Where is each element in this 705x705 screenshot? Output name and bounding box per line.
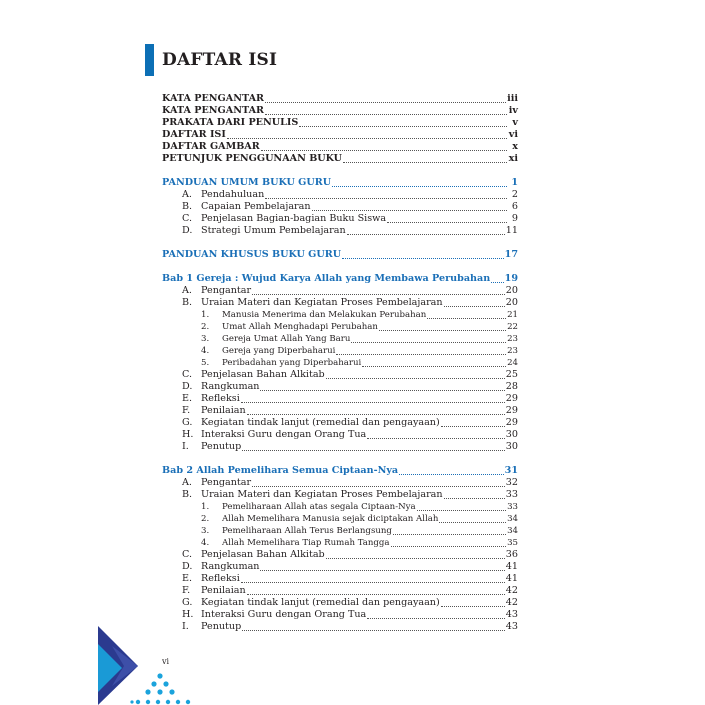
toc-entry-label: Gereja yang Diperbaharui [222,346,336,356]
dot-leader [332,179,507,187]
toc-entry-number: G. [182,597,193,608]
toc-entry[interactable] [162,297,518,309]
toc-spacer [162,165,518,177]
dot-leader [387,215,507,223]
toc-entry-number: E. [182,393,193,404]
toc-entry-number: 2. [201,322,210,332]
toc-spacer [162,261,518,273]
toc-page-number: 1 [511,177,518,188]
toc-entry[interactable] [162,369,518,381]
page-number: vi [162,657,170,666]
dot-leader [241,395,505,403]
toc-entry-label: KATA PENGANTAR [162,105,264,116]
toc-page-number: 23 [507,346,518,356]
toc-entry-front[interactable] [162,117,518,129]
dot-leader [342,251,504,259]
toc-entry-label: Penutup [201,621,242,632]
dot-leader [252,479,505,487]
toc-entry[interactable] [162,489,518,501]
toc-entry[interactable] [162,597,518,609]
dot-leader [260,563,504,571]
toc-entry-label: Capaian Pembelajaran [201,201,311,212]
toc-entry-label: Pendahuluan [201,189,265,200]
toc-page-number: 24 [507,358,518,368]
toc-page-number: 30 [505,441,518,452]
toc-entry[interactable] [162,393,518,405]
toc-section-heading[interactable] [162,177,518,189]
toc-page-number: 34 [507,514,518,524]
toc-entry-number: A. [182,477,192,488]
toc-entry-number: A. [182,285,192,296]
toc-subentry[interactable] [162,333,518,345]
toc-entry-label: PETUNJUK PENGGUNAAN BUKU [162,153,343,164]
toc-entry-number: F. [182,585,191,596]
toc-entry-front[interactable] [162,153,518,165]
toc-section-heading[interactable] [162,465,518,477]
toc-entry[interactable] [162,405,518,417]
title-accent-bar [145,44,154,76]
toc-page-number: 2 [511,189,518,200]
dot-leader [379,323,506,331]
dot-leader [444,299,505,307]
toc-page-number: 42 [505,597,518,608]
toc-entry-number: B. [182,201,193,212]
toc-page-number: 29 [505,405,518,416]
toc-entry[interactable] [162,573,518,585]
toc-entry[interactable] [162,213,518,225]
dot-leader [227,131,507,139]
toc-page-number: 43 [505,621,518,632]
dot-leader [326,551,505,559]
toc-page-number: iv [508,105,518,116]
toc-page-number: 23 [507,334,518,344]
toc-entry[interactable] [162,477,518,489]
dot-leader [393,527,506,535]
toc-page-number: 29 [505,393,518,404]
toc-page-number: 28 [505,381,518,392]
toc-page-number: x [512,141,518,152]
toc-entry-number: D. [182,381,193,392]
toc-entry-label: PANDUAN UMUM BUKU GURU [162,177,332,188]
toc-entry[interactable] [162,429,518,441]
toc-entry-front[interactable] [162,105,518,117]
toc-entry[interactable] [162,561,518,573]
toc-entry-label: Rangkuman [201,561,260,572]
toc-entry-label: Interaksi Guru dengan Orang Tua [201,429,367,440]
toc-entry-label: Penjelasan Bahan Alkitab [201,369,325,380]
table-of-contents [162,93,518,633]
toc-entry[interactable] [162,549,518,561]
toc-page-number: 22 [507,322,518,332]
toc-page-number: 11 [505,225,518,236]
toc-page-number: vi [508,129,518,140]
dot-leader [444,491,505,499]
toc-entry-number: C. [182,369,193,380]
toc-page-number: 30 [505,429,518,440]
toc-page-number: 20 [505,297,518,308]
toc-page-number: 31 [504,465,518,476]
toc-entry-label: Pemeliharaan Allah atas segala Ciptaan-Nya [222,502,416,512]
toc-page-number: 41 [505,561,518,572]
toc-entry-label: Penilaian [201,405,246,416]
dot-leader [242,443,505,451]
toc-entry-number: 1. [201,310,210,320]
toc-entry-label: Uraian Materi dan Kegiatan Proses Pembelajaran [201,297,443,308]
toc-entry-label: Kegiatan tindak lanjut (remedial dan pengayaan) [201,417,440,428]
toc-entry[interactable] [162,189,518,201]
dot-leader [362,359,506,367]
toc-entry-number: 2. [201,514,210,524]
toc-entry[interactable] [162,417,518,429]
dot-leader [242,623,505,631]
toc-entry[interactable] [162,621,518,633]
dot-leader [441,419,505,427]
toc-entry-number: H. [182,609,194,620]
dot-leader [367,611,505,619]
toc-entry-number: 4. [201,346,210,356]
toc-page-number: 19 [504,273,518,284]
dot-leader [399,467,503,475]
toc-entry-number: H. [182,429,194,440]
dot-leader [260,383,504,391]
toc-entry-label: Bab 1 Gereja : Wujud Karya Allah yang Membawa Perubahan [162,273,491,284]
dot-leader [336,347,506,355]
dot-leader [491,275,503,283]
toc-page-number: 42 [505,585,518,596]
toc-entry-label: Pengantar [201,285,252,296]
toc-page-number: 29 [505,417,518,428]
toc-entry-label: Penjelasan Bagian-bagian Buku Siswa [201,213,387,224]
dot-leader [241,575,505,583]
toc-entry-label: DAFTAR GAMBAR [162,141,260,152]
toc-entry[interactable] [162,441,518,453]
dot-leader [247,407,505,415]
toc-subentry[interactable] [162,501,518,513]
toc-entry-number: G. [182,417,193,428]
toc-section-heading[interactable] [162,249,518,261]
page-title: DAFTAR ISI [162,50,278,70]
toc-entry-front[interactable] [162,141,518,153]
toc-subentry[interactable] [162,525,518,537]
dot-leader [326,371,505,379]
toc-page-number: 34 [507,526,518,536]
toc-entry-number: B. [182,489,193,500]
toc-entry-number: I. [182,621,189,632]
toc-entry-number: D. [182,225,193,236]
toc-page-number: 17 [504,249,518,260]
toc-entry-label: Penutup [201,441,242,452]
toc-entry-label: Allah Memelihara Tiap Rumah Tangga [222,538,390,548]
toc-entry[interactable] [162,609,518,621]
toc-entry-number: 1. [201,502,210,512]
toc-entry-label: Umat Allah Menghadapi Perubahan [222,322,378,332]
dot-leader [441,599,505,607]
toc-entry-number: I. [182,441,189,452]
dot-leader [312,203,507,211]
toc-entry-number: 3. [201,334,210,344]
dot-leader [265,107,507,115]
toc-entry-number: C. [182,549,193,560]
toc-entry-label: Bab 2 Allah Pemelihara Semua Ciptaan-Nya [162,465,399,476]
toc-entry-label: Manusia Menerima dan Melakukan Perubahan [222,310,427,320]
toc-entry[interactable] [162,201,518,213]
toc-entry-label: Penilaian [201,585,246,596]
toc-page-number: 33 [505,489,518,500]
toc-entry-number: B. [182,297,193,308]
toc-entry[interactable] [162,225,518,237]
toc-page-number: 25 [505,369,518,380]
dot-leader [265,95,506,103]
decorative-corner-graphic [98,626,208,705]
toc-entry-label: Rangkuman [201,381,260,392]
dot-leader [347,227,505,235]
toc-subentry[interactable] [162,345,518,357]
toc-entry-label: Uraian Materi dan Kegiatan Proses Pembelajaran [201,489,443,500]
toc-entry-label: Pemeliharaan Allah Terus Berlangsung [222,526,392,536]
toc-page-number: 21 [507,310,518,320]
toc-page-number: v [512,117,518,128]
toc-page-number: 9 [511,213,518,224]
toc-subentry[interactable] [162,321,518,333]
toc-entry-number: 5. [201,358,210,368]
toc-entry-label: Strategi Umum Pembelajaran [201,225,346,236]
toc-entry-label: PRAKATA DARI PENULIS [162,117,299,128]
toc-page-number: 35 [507,538,518,548]
toc-page-number: 43 [505,609,518,620]
toc-page-number: 33 [507,502,518,512]
toc-section-heading[interactable] [162,273,518,285]
dot-leader [427,311,506,319]
toc-entry[interactable] [162,585,518,597]
toc-entry[interactable] [162,381,518,393]
toc-subentry[interactable] [162,537,518,549]
dot-leader [252,287,505,295]
toc-entry-label: Gereja Umat Allah Yang Baru [222,334,351,344]
toc-subentry[interactable] [162,357,518,369]
toc-entry-number: F. [182,405,191,416]
toc-subentry[interactable] [162,309,518,321]
dot-leader [351,335,506,343]
toc-entry-front[interactable] [162,129,518,141]
toc-entry-number: 3. [201,526,210,536]
toc-entry-number: C. [182,213,193,224]
toc-page-number: iii [507,93,518,104]
toc-entry-label: Interaksi Guru dengan Orang Tua [201,609,367,620]
toc-entry-label: Refleksi [201,393,240,404]
toc-entry-label: Refleksi [201,573,240,584]
toc-entry-number: A. [182,189,192,200]
toc-entry[interactable] [162,285,518,297]
dot-leader [299,119,507,127]
toc-entry-label: PANDUAN KHUSUS BUKU GURU [162,249,342,260]
dot-leader [439,515,506,523]
toc-page-number: 20 [505,285,518,296]
toc-entry-label: Kegiatan tindak lanjut (remedial dan pengayaan) [201,597,440,608]
toc-page-number: xi [508,153,518,164]
toc-entry-label: Penjelasan Bahan Alkitab [201,549,325,560]
toc-entry-number: 4. [201,538,210,548]
toc-entry-label: Pengantar [201,477,252,488]
toc-entry-label: KATA PENGANTAR [162,93,264,104]
toc-entry-number: D. [182,561,193,572]
toc-page-number: 41 [505,573,518,584]
toc-page-number: 36 [505,549,518,560]
dot-leader [367,431,505,439]
toc-spacer [162,453,518,465]
dot-leader [265,191,507,199]
toc-entry-label: DAFTAR ISI [162,129,226,140]
dot-leader [417,503,506,511]
dot-leader [343,155,507,163]
dot-leader [247,587,505,595]
dot-leader [261,143,507,151]
toc-entry-label: Allah Memelihara Manusia sejak diciptakan Allah [222,514,439,524]
dot-leader [391,539,507,547]
toc-entry-number: E. [182,573,193,584]
toc-entry-front[interactable] [162,93,518,105]
toc-page-number: 6 [511,201,518,212]
toc-spacer [162,237,518,249]
toc-entry-label: Peribadahan yang Diperbaharui [222,358,362,368]
toc-subentry[interactable] [162,513,518,525]
toc-page-number: 32 [505,477,518,488]
